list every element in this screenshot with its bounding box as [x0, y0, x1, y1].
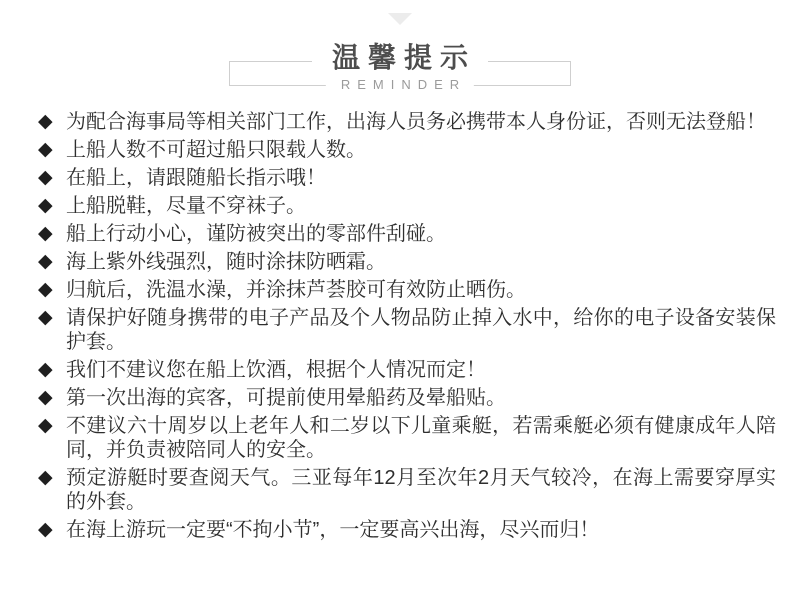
- diamond-bullet-icon: ◆: [38, 307, 53, 328]
- reminder-item: [38, 222, 776, 246]
- reminder-item: [38, 306, 776, 354]
- diamond-bullet-icon: ◆: [38, 467, 53, 488]
- reminder-text: 海上紫外线强烈，随时涂抹防晒霜。: [66, 251, 386, 273]
- reminder-item: [38, 166, 776, 190]
- reminder-text: 归航后，洗温水澡，并涂抹芦荟胶可有效防止晒伤。: [66, 279, 526, 301]
- reminder-item: [38, 358, 776, 382]
- page-title: 温馨提示: [312, 44, 488, 72]
- diamond-bullet-icon: ◆: [38, 111, 53, 132]
- reminder-text: 请保护好随身携带的电子产品及个人物品防止掉入水中，给你的电子设备安装保护套。: [66, 307, 776, 353]
- reminder-text: 我们不建议您在船上饮酒，根据个人情况而定！: [66, 359, 486, 381]
- reminder-text: 上船人数不可超过船只限载人数。: [66, 139, 366, 161]
- reminder-text: 为配合海事局等相关部门工作，出海人员务必携带本人身份证，否则无法登船！: [66, 111, 766, 133]
- diamond-bullet-icon: ◆: [38, 279, 53, 300]
- reminder-header: [0, 13, 800, 92]
- reminder-text: 第一次出海的宾客，可提前使用晕船药及晕船贴。: [66, 387, 506, 409]
- reminder-item: [38, 386, 776, 410]
- reminder-list: [38, 110, 776, 542]
- reminder-item: [38, 414, 776, 462]
- reminder-item: [38, 194, 776, 218]
- reminder-item: [38, 278, 776, 302]
- diamond-bullet-icon: ◆: [38, 251, 53, 272]
- diamond-bullet-icon: ◆: [38, 387, 53, 408]
- page-root: [0, 13, 800, 596]
- reminder-text: 上船脱鞋，尽量不穿袜子。: [66, 195, 306, 217]
- chevron-down-icon: [388, 13, 412, 25]
- diamond-bullet-icon: ◆: [38, 167, 53, 188]
- reminder-text: 在海上游玩一定要“不拘小节”，一定要高兴出海，尽兴而归！: [66, 519, 600, 541]
- reminder-text: 不建议六十周岁以上老年人和二岁以下儿童乘艇，若需乘艇必须有健康成年人陪同，并负责被陪同人的安全。: [66, 415, 776, 461]
- reminder-item: [38, 466, 776, 514]
- diamond-bullet-icon: ◆: [38, 223, 53, 244]
- reminder-item: [38, 138, 776, 162]
- diamond-bullet-icon: ◆: [38, 359, 53, 380]
- diamond-bullet-icon: ◆: [38, 195, 53, 216]
- diamond-bullet-icon: ◆: [38, 519, 53, 540]
- header-title-box: [229, 42, 571, 92]
- reminder-item: [38, 110, 776, 134]
- diamond-bullet-icon: ◆: [38, 415, 53, 436]
- reminder-text: 船上行动小心，谨防被突出的零部件刮碰。: [66, 223, 446, 245]
- reminder-item: [38, 518, 776, 542]
- reminder-text: 预定游艇时要查阅天气。三亚每年12月至次年2月天气较冷，在海上需要穿厚实的外套。: [66, 467, 776, 513]
- page-subtitle: REMINDER: [326, 77, 474, 93]
- reminder-text: 在船上，请跟随船长指示哦！: [66, 167, 326, 189]
- reminder-item: [38, 250, 776, 274]
- diamond-bullet-icon: ◆: [38, 139, 53, 160]
